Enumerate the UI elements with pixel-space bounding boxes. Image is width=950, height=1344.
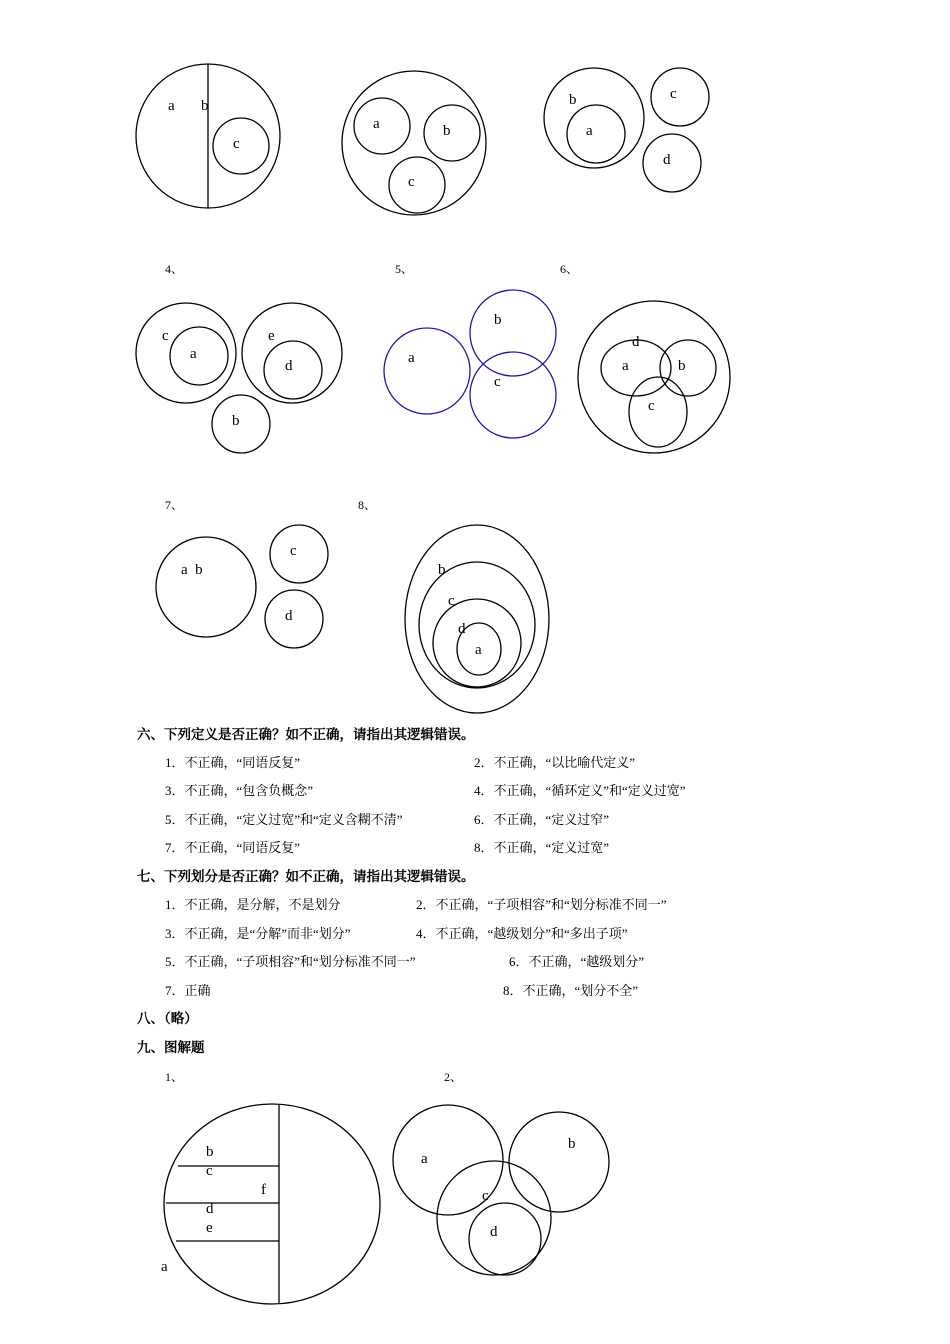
section7-item-8: 8．不正确，“划分不全” xyxy=(503,983,639,998)
diagram-2-label-a: a xyxy=(373,116,380,132)
section9-diagram-2-circle-b xyxy=(509,1112,609,1212)
diagram-3 xyxy=(544,68,709,192)
diagram-5-label-b: b xyxy=(494,312,502,328)
section9-diagram-1-label-d: d xyxy=(206,1201,214,1217)
section9-diagram-1-label-b: b xyxy=(206,1144,214,1160)
diagram-5-label-c: c xyxy=(494,374,501,390)
section6-heading: 六、下列定义是否正确？如不正确，请指出其逻辑错误。 xyxy=(137,727,475,743)
diagram-1-circle-c xyxy=(213,118,269,174)
diagram-8-label-c: c xyxy=(448,593,455,609)
diagram-8 xyxy=(405,525,549,713)
section9-diagram-2 xyxy=(393,1105,609,1275)
diagram-6 xyxy=(578,301,730,453)
section6-item-7: 7．不正确，“同语反复” xyxy=(165,840,301,855)
section9-diagram-1-label-f: f xyxy=(261,1182,266,1198)
diagram-6-label-a: a xyxy=(622,358,629,374)
section7-item-7: 7．正确 xyxy=(165,983,211,998)
diagram-number-7: 7、 xyxy=(165,498,184,512)
diagram-7-label-c: c xyxy=(290,543,297,559)
diagram-4-label-d: d xyxy=(285,358,293,374)
section7-item-4: 4．不正确，“越级划分”和“多出子项” xyxy=(416,926,628,941)
section6-item-5: 5．不正确，“定义过宽”和“定义含糊不清” xyxy=(165,812,403,827)
diagram-6-circle-c xyxy=(629,377,687,447)
diagram-5-circle-a xyxy=(384,328,470,414)
section9-number-2: 2、 xyxy=(444,1070,463,1084)
diagram-7-label-ab: a b xyxy=(181,562,203,578)
diagram-4-circle-a xyxy=(170,327,228,385)
diagram-3-label-a: a xyxy=(586,123,593,139)
diagram-7-label-d: d xyxy=(285,608,293,624)
diagram-6-label-b: b xyxy=(678,358,686,374)
section9-diagram-2-label-d: d xyxy=(490,1224,498,1240)
diagram-4-label-b: b xyxy=(232,413,240,429)
diagram-5-label-a: a xyxy=(408,350,415,366)
section7-item-5: 5．不正确，“子项相容”和“划分标准不同一” xyxy=(165,954,416,969)
diagram-1-label-b: b xyxy=(201,98,209,114)
diagram-4-circle-d xyxy=(264,341,322,399)
section9-diagram-1-label-e: e xyxy=(206,1220,213,1236)
section9-diagram-2-label-b: b xyxy=(568,1136,576,1152)
diagram-number-6: 6、 xyxy=(560,262,579,276)
diagram-7-circle-ab xyxy=(156,537,256,637)
diagram-2-outer-circle xyxy=(342,71,486,215)
section7-heading: 七、下列划分是否正确？如不正确，请指出其逻辑错误。 xyxy=(137,869,475,885)
diagram-number-8: 8、 xyxy=(358,498,377,512)
diagram-2-label-b: b xyxy=(443,123,451,139)
diagram-1-label-a: a xyxy=(168,98,175,114)
diagram-4-circle-c xyxy=(136,303,236,403)
section6-item-6: 6．不正确，“定义过窄” xyxy=(474,812,610,827)
diagram-5 xyxy=(384,290,556,438)
section9-diagram-1 xyxy=(161,1104,380,1304)
diagram-3-circle-d xyxy=(643,134,701,192)
section9-diagram-1-label-a: a xyxy=(161,1259,168,1275)
diagram-4-circle-e xyxy=(242,303,342,403)
diagram-number-4: 4、 xyxy=(165,262,184,276)
diagram-3-circle-c xyxy=(651,68,709,126)
diagram-2-circle-a xyxy=(354,98,410,154)
diagram-6-label-c: c xyxy=(648,398,655,414)
diagram-7 xyxy=(156,525,328,648)
diagram-6-label-d: d xyxy=(632,334,640,350)
diagram-4-circle-b xyxy=(212,395,270,453)
diagram-2-label-c: c xyxy=(408,174,415,190)
section6-item-3: 3．不正确，“包含负概念” xyxy=(165,783,314,798)
section9-diagram-2-circle-d xyxy=(469,1203,541,1275)
diagram-3-circle-b xyxy=(544,68,644,168)
section6-item-1: 1．不正确，“同语反复” xyxy=(165,755,301,770)
diagram-7-circle-d xyxy=(265,590,323,648)
diagram-8-label-a: a xyxy=(475,642,482,658)
diagram-4-label-c: c xyxy=(162,328,169,344)
diagram-6-circle-b xyxy=(660,340,716,396)
diagram-1-label-c: c xyxy=(233,136,240,152)
diagram-3-circle-a xyxy=(567,105,625,163)
section6-item-4: 4．不正确，“循环定义”和“定义过宽” xyxy=(474,783,686,798)
diagram-7-circle-c xyxy=(270,525,328,583)
diagram-8-ellipse-outer xyxy=(405,525,549,713)
diagram-2-circle-c xyxy=(389,157,445,213)
section9-diagram-2-label-c: c xyxy=(482,1188,489,1204)
section7-item-1: 1．不正确，是分解，不是划分 xyxy=(165,897,341,912)
section7-item-3: 3．不正确，是“分解”而非“划分” xyxy=(165,926,351,941)
diagram-2 xyxy=(342,71,486,215)
diagram-2-circle-b xyxy=(424,105,480,161)
section7-item-6: 6．不正确，“越级划分” xyxy=(509,954,645,969)
diagram-number-5: 5、 xyxy=(395,262,414,276)
section6-item-8: 8．不正确，“定义过宽” xyxy=(474,840,610,855)
section9-diagram-1-label-c: c xyxy=(206,1163,213,1179)
section6-item-2: 2．不正确，“以比喻代定义” xyxy=(474,755,636,770)
diagram-4-label-a: a xyxy=(190,346,197,362)
section7-item-2: 2．不正确，“子项相容”和“划分标准不同一” xyxy=(416,897,667,912)
diagram-4-label-e: e xyxy=(268,328,275,344)
section9-heading: 九、图解题 xyxy=(137,1040,205,1056)
section9-number-1: 1、 xyxy=(165,1070,184,1084)
section9-diagram-1-circle-a xyxy=(164,1104,380,1304)
section8-heading: 八、（略） xyxy=(137,1011,198,1027)
diagram-1 xyxy=(136,64,280,208)
diagram-4 xyxy=(136,303,342,453)
diagram-5-circle-b xyxy=(470,290,556,376)
diagram-8-label-b: b xyxy=(438,562,446,578)
diagram-3-label-b: b xyxy=(569,92,577,108)
section9-diagram-2-label-a: a xyxy=(421,1151,428,1167)
diagram-3-label-d: d xyxy=(663,152,671,168)
diagram-8-label-d: d xyxy=(458,621,466,637)
diagram-3-label-c: c xyxy=(670,86,677,102)
diagram-5-circle-c xyxy=(470,352,556,438)
